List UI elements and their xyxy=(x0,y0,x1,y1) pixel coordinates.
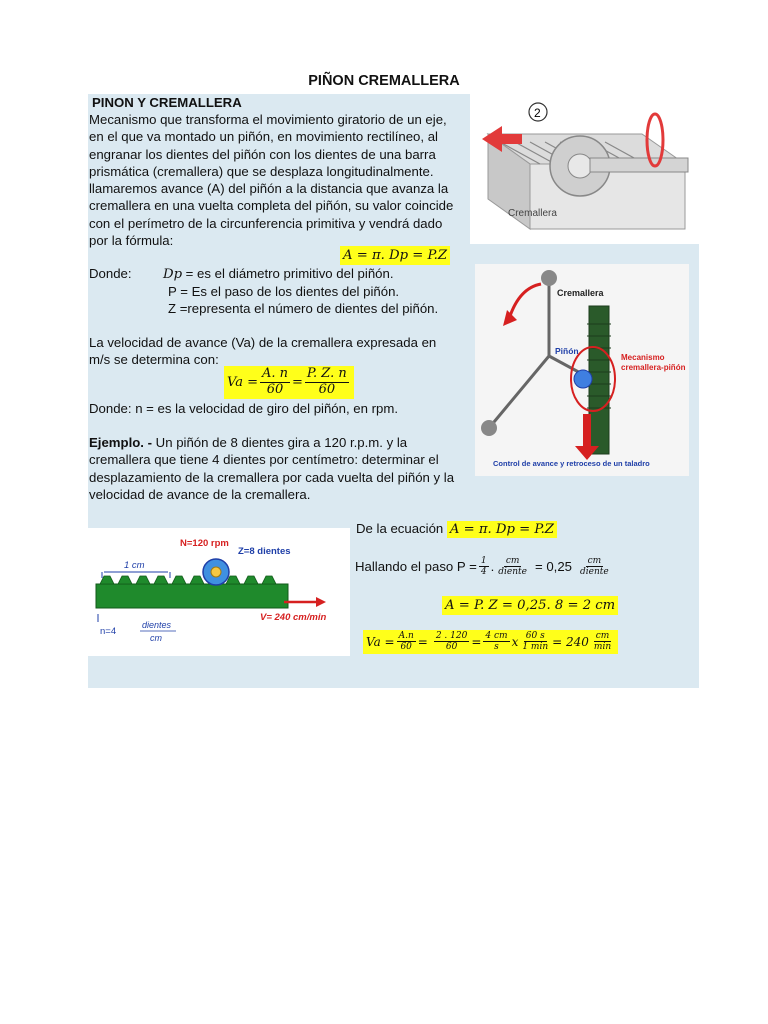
frac-denominator: 60 xyxy=(400,642,412,653)
speed-line: La velocidad de avance (Va) de la cremallera expresada en xyxy=(89,335,437,350)
frac-numerator: cm xyxy=(587,556,602,566)
paso-eq: = 0,25 xyxy=(534,559,573,575)
frac-denominator: diente xyxy=(580,567,609,578)
intro-line: en el que va montado un piñón, en movimiento rectilíneo, al xyxy=(89,129,438,145)
frac-denominator: 60 xyxy=(445,642,458,653)
intro-line: con el perímetro de la circunferencia primitiva y vendrá dado xyxy=(89,215,443,231)
frac-numerator: cm xyxy=(595,631,610,641)
section-subtitle: PINON Y CREMALLERA xyxy=(92,95,242,110)
pinion-hub xyxy=(211,567,221,577)
frac-denominator: s xyxy=(494,642,499,653)
label-z: Z=8 dientes xyxy=(238,546,291,557)
rack-bar xyxy=(96,584,288,608)
equation-intro xyxy=(356,520,557,538)
speed-line: m/s se determina con: xyxy=(89,352,219,368)
speed-eq: = xyxy=(292,374,303,390)
frac-numerator: 2 . 120 xyxy=(435,631,468,641)
paso-frac-1 xyxy=(479,556,489,578)
example-paragraph xyxy=(89,434,454,503)
pinion-hub xyxy=(568,154,592,178)
intro-line: engranar los dientes del piñón con los dientes de una barra xyxy=(89,146,436,162)
example-line: Un piñón de 8 dientes gira a 120 r.p.m. y la xyxy=(152,435,408,450)
example-line: velocidad de avance de la cremallera. xyxy=(89,486,311,502)
advance-formula: A = π. Dp = P.Z xyxy=(340,246,450,265)
rack-teeth xyxy=(100,576,276,584)
figure-drill-control xyxy=(475,264,689,476)
frac-denominator: 4 xyxy=(480,567,487,578)
label-cm: 1 cm xyxy=(124,560,145,571)
pinion-blue xyxy=(574,370,592,388)
intro-line: Mecanismo que transforma el movimiento giratorio de un eje, xyxy=(89,112,447,127)
rv-frac-u xyxy=(592,631,613,653)
label-pinon: Piñón xyxy=(555,346,579,356)
intro-line: prismática (cremallera) que se desplaza longitudinalmente. xyxy=(89,163,434,179)
frac-numerator: 60 s xyxy=(525,631,545,641)
figure-rack-pinion xyxy=(470,94,699,244)
figure-rack-example xyxy=(88,528,350,656)
example-line: desplazamiento de la cremallera por cada vuelta del piñón y la xyxy=(89,469,455,485)
intro-line: por la fórmula: xyxy=(89,233,174,249)
eq-intro-text: De la ecuación xyxy=(356,521,444,536)
frac-numerator: P. Z. n xyxy=(306,366,347,381)
rv-frac-a xyxy=(397,631,416,653)
rv-frac-b xyxy=(434,631,470,653)
label-n4-num: dientes xyxy=(142,620,172,630)
def-symbol: Dp xyxy=(163,267,183,282)
speed-formula xyxy=(224,366,354,399)
intro-paragraph xyxy=(89,111,453,249)
result-speed: Va = $\frac{A.n}{60}$ = $\frac{2 . 120}{60}$ = $\frac{4 cm}{s}$ x $\frac{60 s}{1 \min}$ = 240 $\frac{cm}{\min}$ xyxy=(363,630,618,654)
paso-frac-2 xyxy=(496,556,529,578)
paso-line xyxy=(355,556,613,578)
frac-denominator: 60 xyxy=(318,381,336,397)
frac-denominator: 60 xyxy=(266,381,284,397)
label-mecanismo-2: cremallera-piñón xyxy=(621,363,686,372)
rv-x: x xyxy=(511,634,519,649)
knob-left xyxy=(481,420,497,436)
frac-numerator: 1 xyxy=(480,556,487,566)
paso-dot: . xyxy=(490,559,495,575)
example-line: cremallera que tiene 4 dientes por centímetro: determinar el xyxy=(89,452,439,468)
rv-frac-c xyxy=(483,631,509,653)
label-cremallera: Cremallera xyxy=(557,288,604,298)
figure-number: 2 xyxy=(534,106,541,120)
where-label: Donde: xyxy=(89,266,132,281)
speed-paragraph xyxy=(89,334,436,369)
def-p: P = Es el paso de los dientes del piñón. xyxy=(168,284,400,299)
frac-numerator: A. n xyxy=(261,366,289,381)
paso-frac-3 xyxy=(578,556,611,578)
figure-caption: Control de avance y retroceso de un taladro xyxy=(493,459,650,468)
result-advance: A = P. Z = 0,25. 8 = 2 cm xyxy=(442,596,618,615)
example-label: Ejemplo. - xyxy=(89,435,153,450)
velocity-arrowhead xyxy=(316,597,326,607)
frac-numerator: 4 cm xyxy=(485,631,508,641)
rack-label: Cremallera xyxy=(508,208,557,219)
label-mecanismo-1: Mecanismo xyxy=(621,353,665,362)
frac-denominator: 1 min xyxy=(522,642,549,653)
frac-denominator: min xyxy=(593,642,612,653)
shaft xyxy=(590,158,688,172)
label-velocity: V= 240 cm/min xyxy=(260,612,327,623)
label-n4-den: cm xyxy=(150,633,162,643)
where-n: Donde: n = es la velocidad de giro del piñón, en rpm. xyxy=(89,401,399,416)
frac-numerator: A.n xyxy=(398,631,414,641)
label-n4: n=4 xyxy=(100,626,117,637)
def-text: = es el diámetro primitivo del piñón. xyxy=(182,266,394,281)
rv-frac-d xyxy=(520,631,550,653)
def-z: Z =representa el número de dientes del piñón. xyxy=(168,301,439,316)
rv-lhs: Va = xyxy=(366,634,395,649)
speed-lhs: Va = xyxy=(227,374,258,390)
page-title: PIÑON CREMALLERA xyxy=(308,73,460,89)
intro-line: llamaremos avance (A) del piñón a la distancia que avanza la xyxy=(89,181,449,197)
speed-frac-1 xyxy=(260,367,290,398)
eq-intro-formula: A = π. Dp = P.Z xyxy=(447,521,557,538)
rv-eq: = 240 xyxy=(552,634,589,649)
speed-frac-2 xyxy=(305,367,349,398)
knob-top xyxy=(541,270,557,286)
intro-line: cremallera en una vuelta completa del piñón, su valor coincide xyxy=(89,198,454,214)
frac-denominator: diente xyxy=(498,567,527,578)
frac-numerator: cm xyxy=(505,556,520,566)
label-n: N=120 rpm xyxy=(180,538,229,549)
paso-label: Hallando el paso P = xyxy=(355,559,477,575)
def-dp xyxy=(163,265,394,283)
